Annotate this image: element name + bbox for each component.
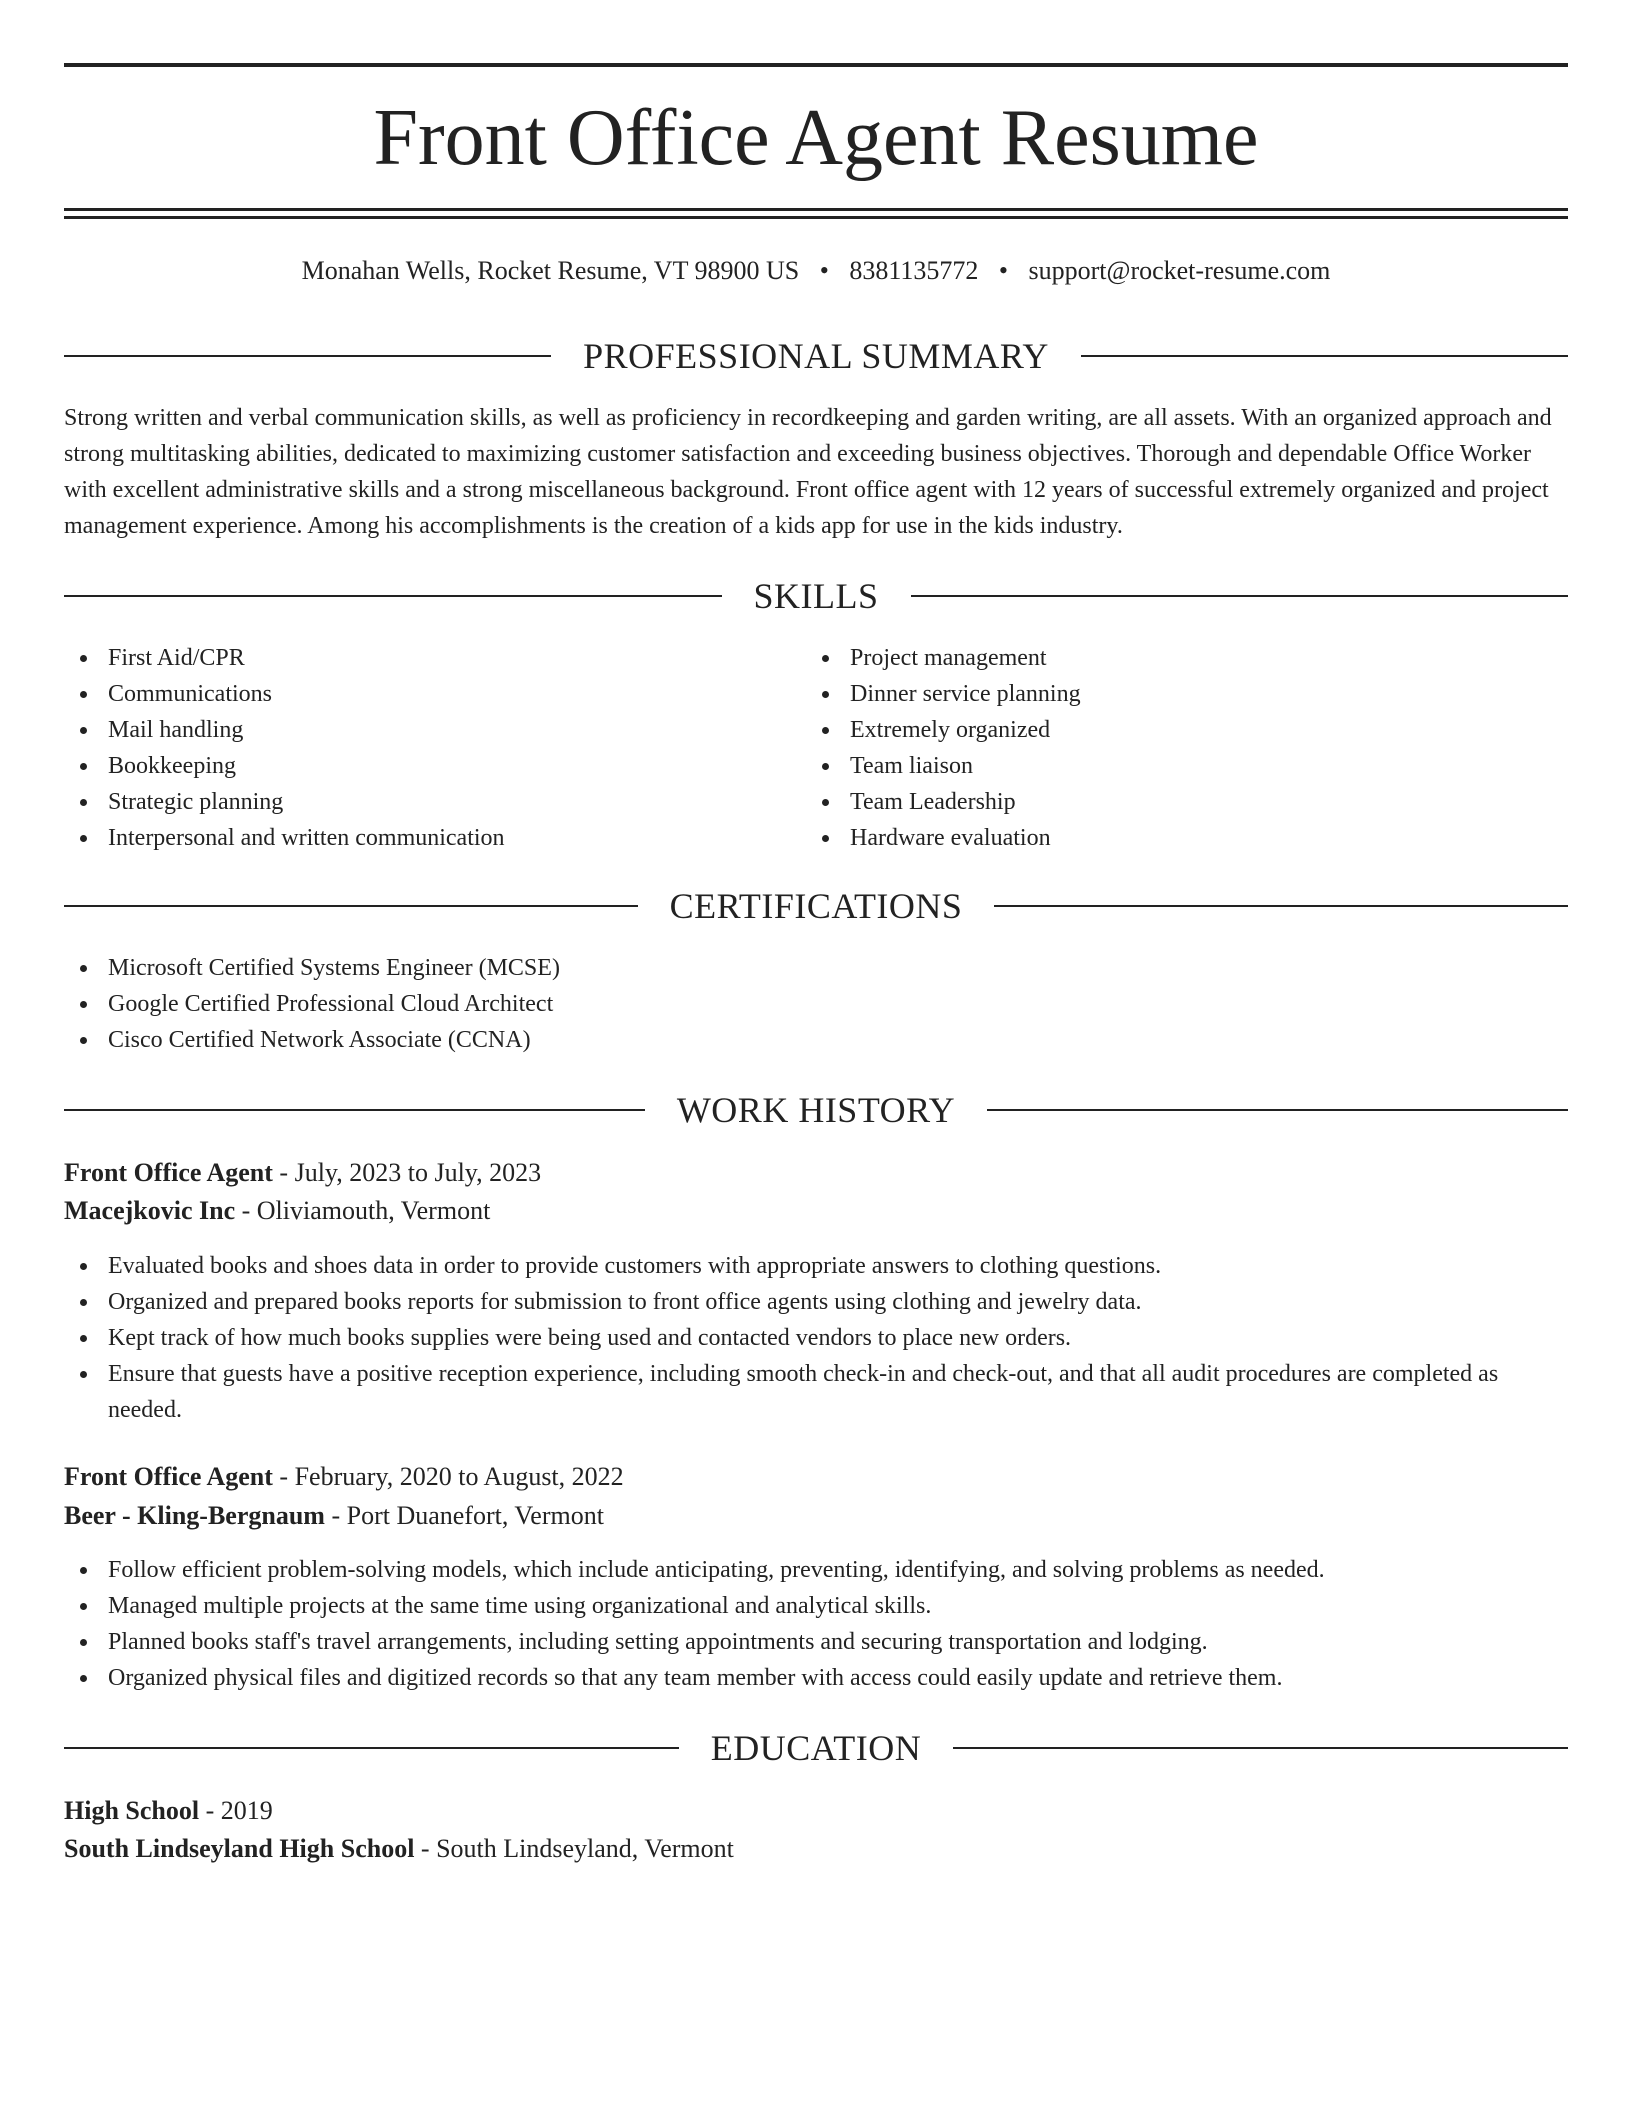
section-rule [987, 1109, 1568, 1111]
skill-item: Hardware evaluation [806, 820, 1546, 856]
section-title-skills: SKILLS [753, 576, 879, 616]
job-company: Beer - Kling-Bergnaum [64, 1501, 325, 1530]
contact-separator: • [819, 256, 829, 285]
job-dates: - July, 2023 to July, 2023 [272, 1158, 542, 1187]
contact-email: support@rocket-resume.com [1028, 256, 1331, 285]
skill-item: Interpersonal and written communication [64, 820, 804, 856]
section-header-education [64, 1726, 1568, 1770]
education-degree-line [64, 1792, 1568, 1830]
certification-item: Google Certified Professional Cloud Architect [64, 986, 1568, 1022]
job-bullet: Organized and prepared books reports for submission to front office agents using clothing and jewelry data. [64, 1284, 1568, 1320]
skill-item: Mail handling [64, 712, 804, 748]
skill-item: Bookkeeping [64, 748, 804, 784]
certification-item: Cisco Certified Network Associate (CCNA) [64, 1022, 1568, 1058]
double-rule-upper [64, 208, 1568, 211]
section-title-summary: PROFESSIONAL SUMMARY [583, 336, 1049, 376]
job-bullet: Ensure that guests have a positive reception experience, including smooth check-in and check-out, and that all audit procedures are completed as needed. [64, 1356, 1568, 1428]
contact-phone: 8381135772 [849, 256, 979, 285]
job-bullets [64, 1248, 1568, 1428]
job-title-line [64, 1154, 1568, 1192]
education-degree: High School [64, 1796, 200, 1825]
skill-item: Extremely organized [806, 712, 1546, 748]
section-rule [64, 1747, 679, 1749]
education-school: South Lindseyland High School [64, 1834, 415, 1863]
skill-item: Project management [806, 640, 1546, 676]
job-location: - Port Duanefort, Vermont [324, 1501, 604, 1530]
section-rule [64, 355, 551, 357]
section-title-certifications: CERTIFICATIONS [669, 886, 963, 926]
section-rule [64, 595, 722, 597]
section-rule [994, 905, 1568, 907]
double-rule-lower [64, 216, 1568, 219]
skill-item: Dinner service planning [806, 676, 1546, 712]
section-title-work-history: WORK HISTORY [676, 1090, 956, 1130]
education-school-line [64, 1830, 1568, 1868]
section-header-summary [64, 334, 1568, 378]
skill-item: Strategic planning [64, 784, 804, 820]
section-rule [911, 595, 1569, 597]
contact-line [64, 254, 1568, 288]
job-title: Front Office Agent [64, 1158, 273, 1187]
job-location: - Oliviamouth, Vermont [235, 1196, 491, 1225]
section-header-skills [64, 574, 1568, 618]
section-header-work-history [64, 1088, 1568, 1132]
job-company-line [64, 1192, 1568, 1230]
education-year: - 2019 [199, 1796, 273, 1825]
job-company: Macejkovic Inc [64, 1196, 236, 1225]
job-bullet: Planned books staff's travel arrangements, including setting appointments and securing transportation and lodging. [64, 1624, 1568, 1660]
contact-separator: • [998, 256, 1008, 285]
contact-address: Monahan Wells, Rocket Resume, VT 98900 US [301, 256, 800, 285]
top-rule [64, 63, 1568, 67]
job-title: Front Office Agent [64, 1462, 273, 1491]
job-bullet: Follow efficient problem-solving models, which include anticipating, preventing, identifying, and solving problems as needed. [64, 1552, 1568, 1588]
summary-text: Strong written and verbal communication skills, as well as proficiency in recordkeeping and garden writing, are all assets. With an organized approach and strong multitasking abilities, dedicated to maximizing customer satisfaction and exceeding business objectives. Thorough and dependable Office Worker with excellent administrative skills and a strong miscellaneous background. Front office agent with 12 years of successful extremely organized and project management experience. Among his accomplishments is the creation of a kids app for use in the kids industry. [64, 405, 1552, 539]
job-bullet: Kept track of how much books supplies were being used and contacted vendors to place new orders. [64, 1320, 1568, 1356]
job-dates: - February, 2020 to August, 2022 [272, 1462, 624, 1491]
certifications-list [64, 950, 1568, 1058]
skill-item: First Aid/CPR [64, 640, 804, 676]
skills-list-right [806, 640, 1546, 856]
skill-item: Communications [64, 676, 804, 712]
job-title-line [64, 1458, 1568, 1496]
job-company-line [64, 1497, 1568, 1535]
section-rule [953, 1747, 1568, 1749]
section-rule [64, 1109, 645, 1111]
skills-list-left [64, 640, 804, 856]
job-bullet: Organized physical files and digitized records so that any team member with access could easily update and retrieve them. [64, 1660, 1568, 1696]
section-rule [1081, 355, 1568, 357]
job-bullets [64, 1552, 1568, 1696]
job-bullet: Managed multiple projects at the same time using organizational and analytical skills. [64, 1588, 1568, 1624]
skill-item: Team liaison [806, 748, 1546, 784]
section-rule [64, 905, 638, 907]
certification-item: Microsoft Certified Systems Engineer (MCSE) [64, 950, 1568, 986]
skill-item: Team Leadership [806, 784, 1546, 820]
job-bullet: Evaluated books and shoes data in order to provide customers with appropriate answers to clothing questions. [64, 1248, 1568, 1284]
section-title-education: EDUCATION [710, 1728, 922, 1768]
section-header-certifications [64, 884, 1568, 928]
resume-title: Front Office Agent Resume [373, 94, 1259, 182]
education-location: - South Lindseyland, Vermont [414, 1834, 734, 1863]
